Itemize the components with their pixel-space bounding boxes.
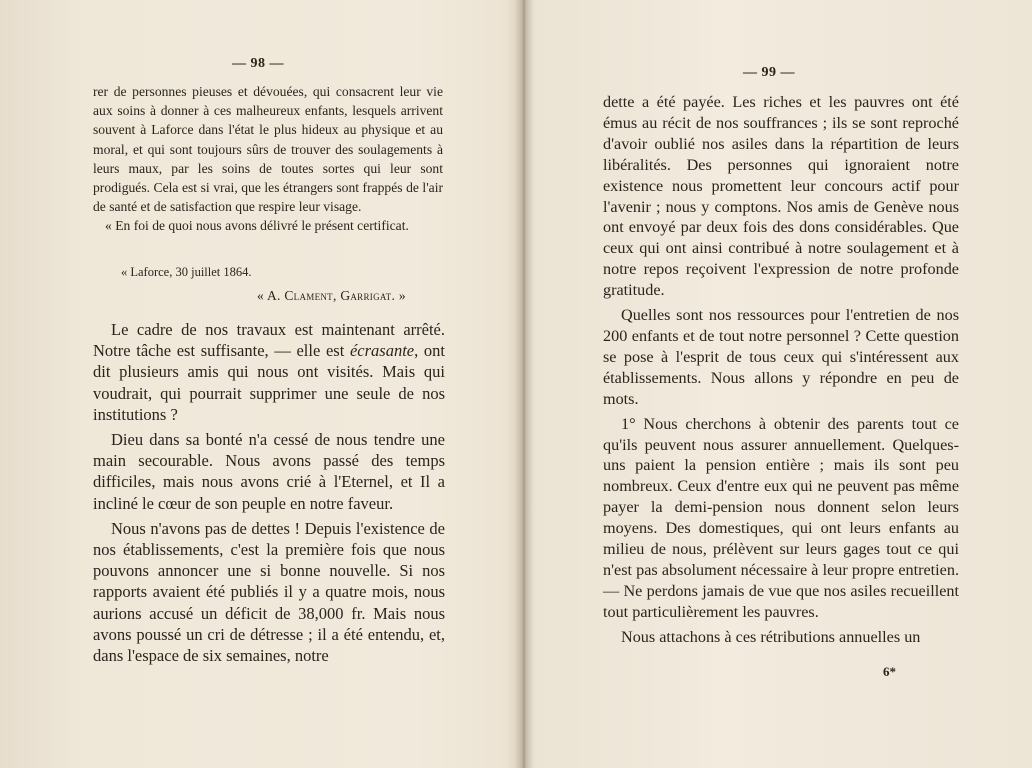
- signature-mark: 6*: [883, 664, 896, 679]
- right-page: [527, 0, 1032, 768]
- certificate-closing: « En foi de quoi nous avons délivré le présent certificat.: [105, 218, 409, 234]
- right-body-text: [603, 92, 959, 652]
- paragraph: Nous attachons à ces rétributions annuelles un: [621, 627, 921, 646]
- paragraph: Quelles sont nos ressources pour l'entretien de nos 200 enfants et de tout notre personnel ? Cette question se pose à l'esprit de tous ceux qui s'intéressent aux établissements. Nous allons y répondre en peu de mots.: [603, 306, 959, 408]
- paragraph: Nous n'avons pas de dettes ! Depuis l'existence de nos établissements, c'est la première fois que nous pouvons annoncer une si bonne nouvelle. Si nos rapports avaient été publiés il y a quatre mois, nous aurions accusé un déficit de 38,000 fr. Mais nous avons poussé un cri de détresse ; il a été entendu, et, dans l'espace de six semaines, notre: [93, 518, 445, 666]
- certificate-text: [93, 82, 443, 236]
- certificate-signatures: « A. Clament, Garrigat. »: [257, 288, 406, 303]
- paragraph: Le cadre de nos travaux est maintenant arrêté. Notre tâche est suffisante, — elle est écrasante, ont dit plusieurs amis qui nous ont visités. Mais qui voudrait, qui pourrait supprimer une seule de nos institutions ?: [93, 320, 445, 424]
- emphasis: écrasante: [349, 341, 415, 361]
- certificate-date: « Laforce, 30 juillet 1864.: [121, 265, 252, 279]
- left-body-text: [93, 319, 445, 670]
- paragraph: Dieu dans sa bonté n'a cessé de nous tendre une main secourable. Nous avons passé des temps difficiles, mais nous avons crié à l'Eternel, et Il a incliné le cœur de son peuple en notre faveur.: [93, 430, 445, 513]
- page-number-left: — 98 —: [232, 56, 284, 71]
- paragraph: 1° Nous cherchons à obtenir des parents tout ce qu'ils peuvent nous assurer annuellement. Quelques-uns paient la pension entière ; mais ils sont peu nombreux. Ceux d'entre eux qui ne peuvent pas même payer la demi-pension nous donnent selon leurs moyens. Des domestiques, qui ont leurs enfants au milieu de nous, prélèvent sur leurs gages tout ce qui n'est pas absolument nécessaire à leur propre entretien. — Ne perdons jamais de vue que nos asiles recueillent tout particulièrement les pauvres.: [603, 414, 959, 621]
- certificate-paragraph: rer de personnes pieuses et dévouées, qui consacrent leur vie aux soins à donner à ces malheureux enfants, lesquels arrivent souvent à Laforce dans l'état le plus hideux au physique et au moral, et qui sont toujours sûrs de trouver des soulagements à leurs maux, par les soins de toutes sortes qui leur sont prodigués. Cela est si vrai, que les étrangers sont frappés de l'air de santé et de satisfaction que respire leur visage.: [93, 84, 443, 215]
- page-number-right: — 99 —: [743, 65, 795, 80]
- paragraph: dette a été payée. Les riches et les pauvres ont été émus au récit de nos souffrances ; ils se sont reproché d'avoir oublié nos asiles dans la répartition de leurs libéralités. Des personnes qui ignoraient notre existence nous promettent leur concours actif pour l'avenir ; nous y comptons. Nos amis de Genève nous ont envoyé par deux fois des dons considérables. Que ceux qui ont ainsi contribué à notre soulagement et à notre repos reçoivent l'expression de notre profonde gratitude.: [603, 93, 959, 300]
